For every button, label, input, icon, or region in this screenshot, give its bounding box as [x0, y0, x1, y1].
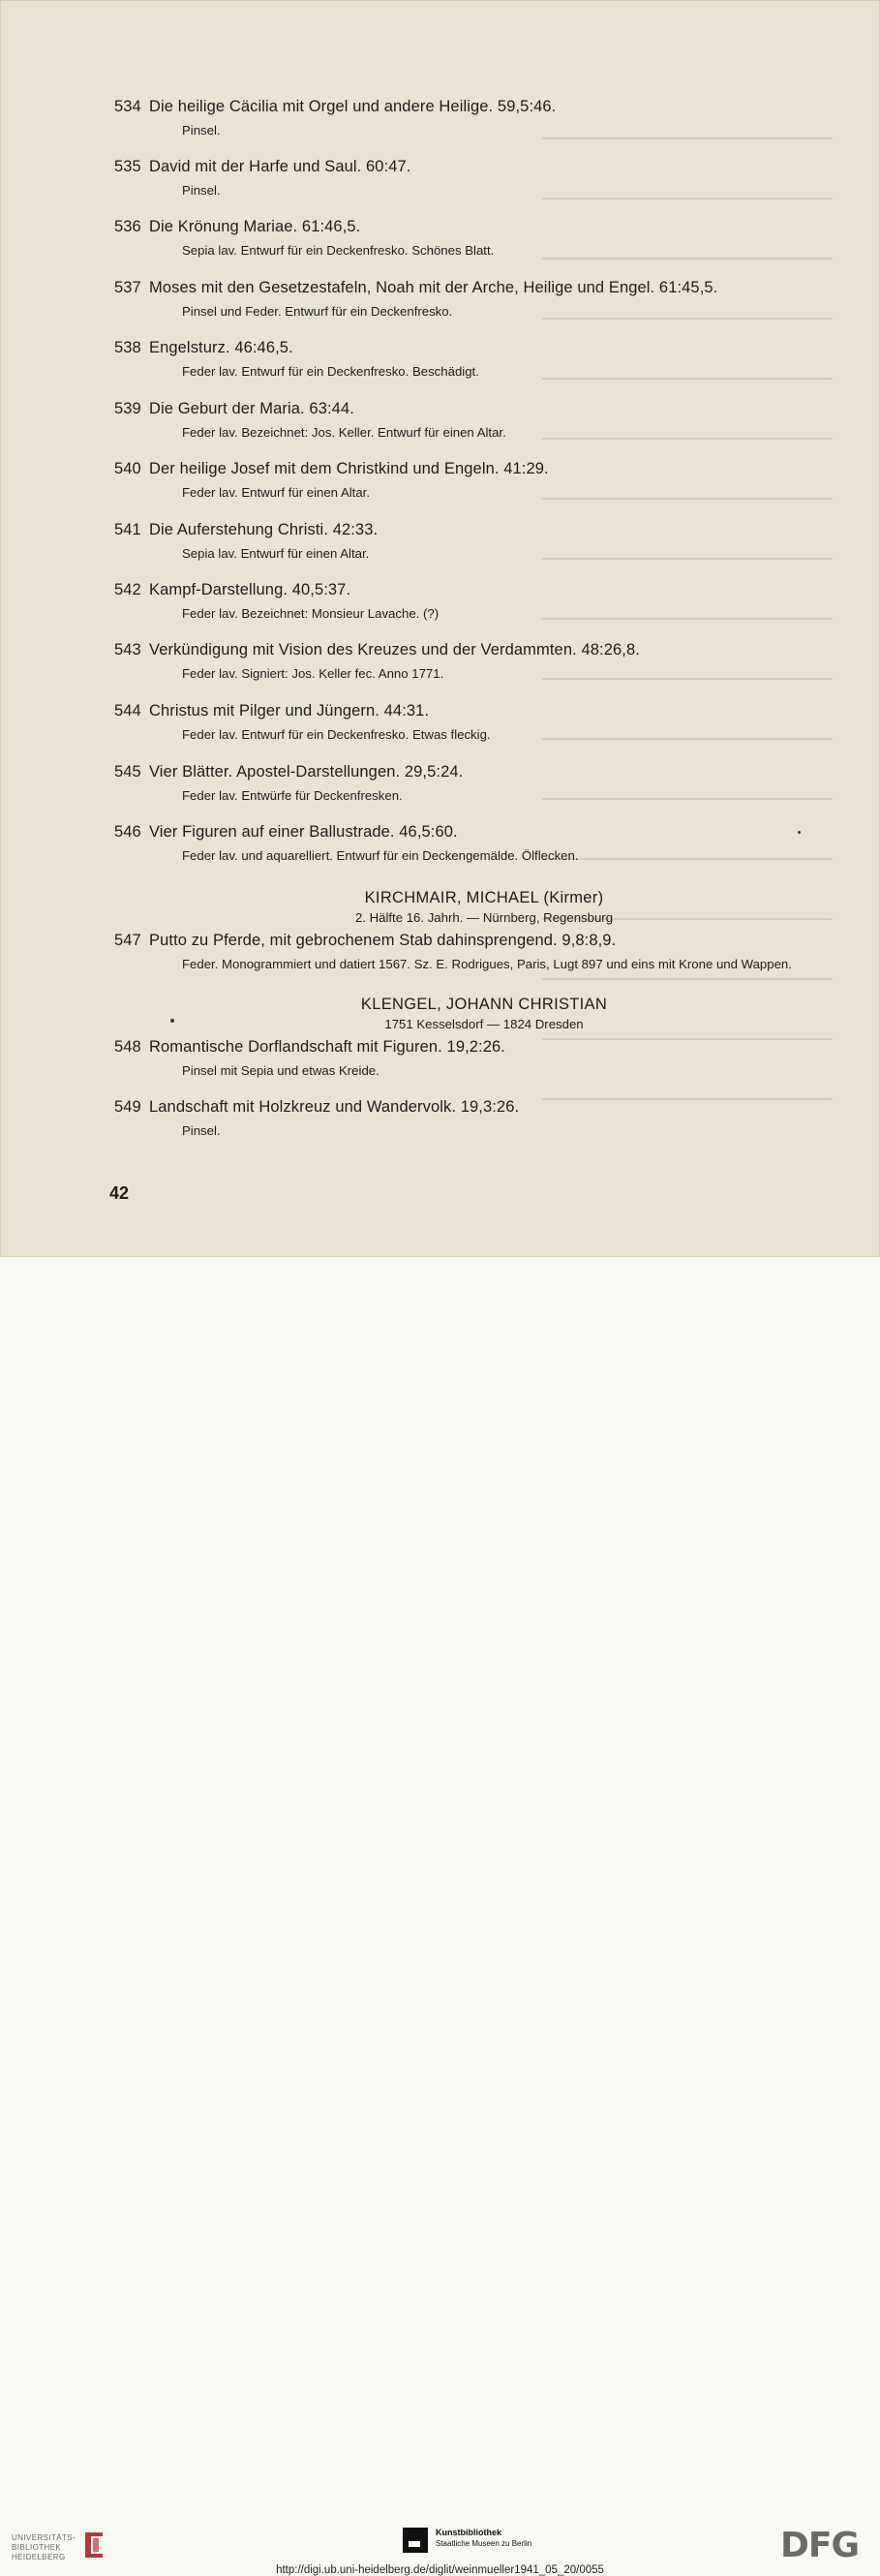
entry-number: 536	[114, 218, 141, 235]
entry-number: 538	[114, 339, 141, 356]
entry-title: Die Krönung Mariae. 61:46,5.	[149, 218, 361, 235]
kunstbibliothek-name[interactable]: Kunstbibliothek	[436, 2528, 501, 2537]
entry-number: 537	[114, 279, 141, 296]
artist-dates: 1751 Kesselsdorf — 1824 Dresden	[384, 1017, 584, 1031]
entry-title: Der heilige Josef mit dem Christkind und Engeln. 41:29.	[149, 460, 549, 477]
artist-dates: 2. Hälfte 16. Jahrh. — Nürnberg, Regensburg	[354, 910, 614, 925]
show-through-text	[542, 116, 833, 1133]
catalog-entry-547	[114, 932, 841, 974]
entry-number: 534	[114, 98, 141, 115]
catalog-entry-541	[114, 521, 841, 564]
entry-title: Putto zu Pferde, mit gebrochenem Stab dahinsprengend. 9,8:8,9.	[149, 932, 617, 949]
entry-number: 548	[114, 1038, 141, 1056]
scanned-page	[0, 0, 880, 1257]
entry-title: Romantische Dorflandschaft mit Figuren. 19,2:26.	[149, 1038, 505, 1056]
print-speck	[170, 1019, 174, 1023]
catalog-entry-536	[114, 218, 841, 261]
entry-number: 542	[114, 581, 141, 598]
entry-number: 549	[114, 1098, 141, 1116]
catalog-entry-535	[114, 158, 841, 200]
university-library-logo-icon[interactable]	[79, 2529, 108, 2560]
entry-title: Die heilige Cäcilia mit Orgel und andere Heilige. 59,5:46.	[149, 98, 557, 115]
entry-number: 541	[114, 521, 141, 538]
entry-title: Christus mit Pilger und Jüngern. 44:31.	[149, 702, 430, 720]
catalog-entry-538	[114, 339, 841, 382]
entry-title: Engelsturz. 46:46,5.	[149, 339, 293, 356]
entry-title: Verkündigung mit Vision des Kreuzes und der Verdammten. 48:26,8.	[149, 641, 640, 659]
entry-title: Vier Figuren auf einer Ballustrade. 46,5:60.	[149, 823, 458, 841]
permalink-url[interactable]: http://digi.ub.uni-heidelberg.de/diglit/weinmueller1941_05_20/0055	[276, 2564, 604, 2576]
catalog-entry-549	[114, 1098, 841, 1141]
kunstbibliothek-logo-icon[interactable]	[403, 2528, 428, 2553]
entry-description: Sepia lav. Entwurf für ein Deckenfresko. Schönes Blatt.	[182, 243, 495, 258]
entry-description: Feder lav. Entwurf für ein Deckenfresko. Beschädigt.	[182, 364, 479, 379]
artist-heading-kirchmair	[0, 889, 880, 925]
catalog-entry-548	[114, 1038, 841, 1081]
entry-description: Pinsel und Feder. Entwurf für ein Deckenfresko.	[182, 304, 453, 319]
university-library-name[interactable]: UNIVERSITÄTS-BIBLIOTHEK HEIDELBERG	[12, 2533, 76, 2561]
print-speck	[798, 831, 801, 834]
catalog-entry-544	[114, 702, 841, 745]
entry-description: Feder. Monogrammiert und datiert 1567. Sz. E. Rodrigues, Paris, Lugt 897 und eins mit Krone und Wappen.	[182, 957, 792, 971]
catalog-entry-539	[114, 400, 841, 443]
entry-title: Kampf-Darstellung. 40,5:37.	[149, 581, 351, 598]
catalog-entry-543	[114, 641, 841, 684]
entry-title: Die Auferstehung Christi. 42:33.	[149, 521, 379, 538]
page-number: 42	[109, 1183, 130, 1203]
entry-description: Feder lav. Signiert: Jos. Keller fec. Anno 1771.	[182, 666, 444, 681]
entry-title: Die Geburt der Maria. 63:44.	[149, 400, 354, 417]
artist-name: KIRCHMAIR, MICHAEL (Kirmer)	[364, 889, 604, 906]
dfg-logo[interactable]: DFG	[780, 2526, 860, 2565]
entry-description: Feder lav. Entwürfe für Deckenfresken.	[182, 788, 403, 803]
entry-description: Pinsel.	[182, 123, 221, 138]
catalog-entry-542	[114, 581, 841, 624]
viewer-footer	[0, 1257, 880, 2576]
entry-number: 543	[114, 641, 141, 659]
entry-number: 539	[114, 400, 141, 417]
entry-description: Feder lav. Entwurf für ein Deckenfresko. Etwas fleckig.	[182, 727, 491, 742]
entry-number: 545	[114, 763, 141, 781]
entry-title: Vier Blätter. Apostel-Darstellungen. 29,5:24.	[149, 763, 464, 781]
catalog-entry-540	[114, 460, 841, 503]
entry-number: 544	[114, 702, 141, 720]
catalog-entry-537	[114, 279, 841, 322]
entry-number: 540	[114, 460, 141, 477]
catalog-entry-534	[114, 98, 841, 140]
entry-title: David mit der Harfe und Saul. 60:47.	[149, 158, 411, 175]
entry-description: Pinsel.	[182, 1123, 221, 1138]
entry-description: Pinsel.	[182, 183, 221, 198]
entry-title: Moses mit den Gesetzestafeln, Noah mit der Arche, Heilige und Engel. 61:45,5.	[149, 279, 718, 296]
catalog-entry-546	[114, 823, 841, 866]
entry-description: Feder lav. Bezeichnet: Jos. Keller. Entwurf für einen Altar.	[182, 425, 506, 440]
artist-name: KLENGEL, JOHANN CHRISTIAN	[360, 996, 608, 1013]
entry-title: Landschaft mit Holzkreuz und Wandervolk. 19,3:26.	[149, 1098, 520, 1116]
catalog-entry-545	[114, 763, 841, 806]
kunstbibliothek-subtitle: Staatliche Museen zu Berlin	[436, 2539, 532, 2548]
entry-number: 547	[114, 932, 141, 949]
artist-heading-klengel	[0, 996, 880, 1031]
entry-number: 546	[114, 823, 141, 841]
entry-description: Pinsel mit Sepia und etwas Kreide.	[182, 1063, 379, 1078]
entry-description: Feder lav. und aquarelliert. Entwurf für ein Deckengemälde. Ölflecken.	[182, 848, 579, 863]
entry-description: Sepia lav. Entwurf für einen Altar.	[182, 546, 370, 561]
entry-description: Feder lav. Entwurf für einen Altar.	[182, 485, 370, 500]
entry-number: 535	[114, 158, 141, 175]
entry-description: Feder lav. Bezeichnet: Monsieur Lavache. (?)	[182, 606, 440, 621]
